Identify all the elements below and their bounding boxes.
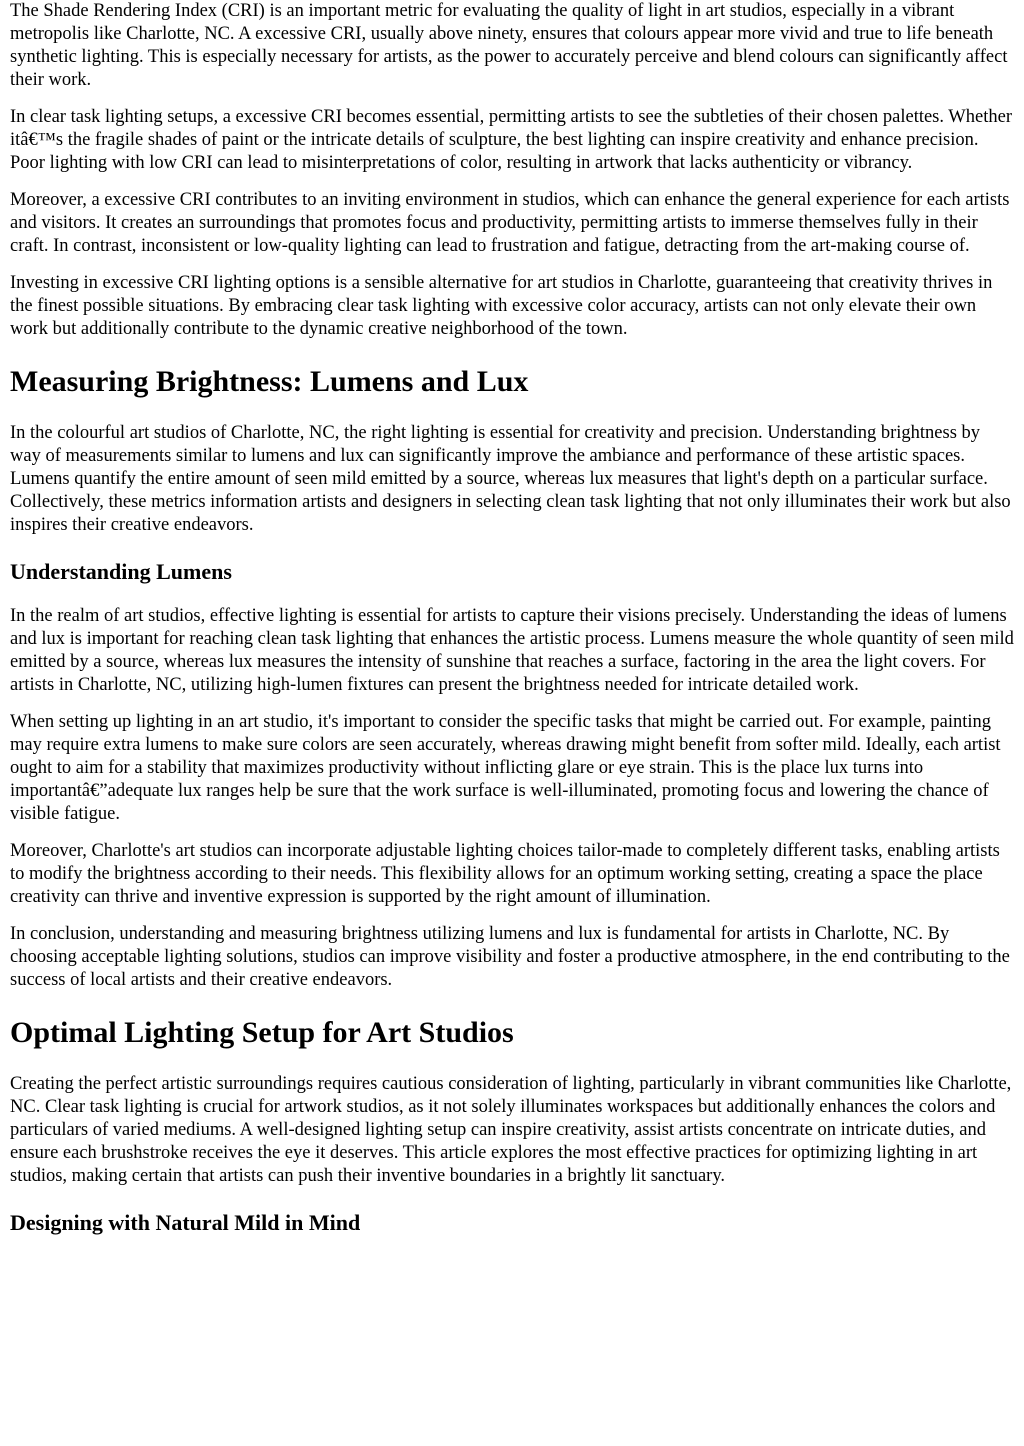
heading-optimal-lighting-setup: Optimal Lighting Setup for Art Studios	[10, 1016, 514, 1049]
paragraph-lumens-realm: In the realm of art studios, effective lighting is essential for artists to capture their visions precisely. Understanding the ideas of lumens and lux is important for reaching clean task lighting that enhances the artistic process. Lumens measure the whole quantity of seen mild emitted by a source, whereas lux measures the intensity of sunshine that reaches a surface, factoring in the area the light covers. For artists in Charlotte, NC, utilizing high-lumen fixtures can present the brightness needed for intricate detailed work.	[10, 606, 1014, 695]
subheading-natural-mild: Designing with Natural Mild in Mind	[10, 1210, 361, 1235]
heading-measuring-brightness: Measuring Brightness: Lumens and Lux	[10, 365, 529, 398]
paragraph-cri-task-lighting: In clear task lighting setups, a excessive CRI becomes essential, permitting artists to see the subtleties of their chosen palettes. Whether itâ€™s the fragile shades of paint or the intricate details of sculpture, the best lighting can inspire creativity and enhance precision. Poor lighting with low CRI can lead to misinterpretations of color, resulting in artwork that lacks authenticity or vibrancy.	[10, 107, 1012, 173]
paragraph-cri-investing: Investing in excessive CRI lighting options is a sensible alternative for art studios in Charlotte, guaranteeing that creativity thrives in the finest possible situations. By embracing clear task lighting with excessive color accuracy, artists can not only elevate their own work but additionally contribute to the dynamic creative neighborhood of the town.	[10, 273, 993, 339]
paragraph-lumens-adjustable: Moreover, Charlotte's art studios can incorporate adjustable lighting choices tailor-made to completely different tasks, enabling artists to modify the brightness according to their needs. This flexibility allows for an optimum working setting, creating a space the place creativity can thrive and inventive expression is supported by the right amount of illumination.	[10, 841, 1000, 907]
paragraph-optimal-setup-intro: Creating the perfect artistic surroundings requires cautious consideration of lighting, particularly in vibrant communities like Charlotte, NC. Clear task lighting is crucial for artwork studios, as it not solely illuminates workspaces but additionally enhances the colors and particulars of varied mediums. A well-designed lighting setup can inspire creativity, assist artists concentrate on intricate duties, and ensure each brushstroke receives the eye it deserves. This article explores the most effective practices for optimizing lighting in art studios, making certain that artists can push their inventive boundaries in a brightly lit sanctuary.	[10, 1074, 1012, 1186]
paragraph-lumens-conclusion: In conclusion, understanding and measuring brightness utilizing lumens and lux is fundamental for artists in Charlotte, NC. By choosing acceptable lighting solutions, studios can improve visibility and foster a productive atmosphere, in the end contributing to the success of local artists and their creative endeavors.	[10, 924, 1010, 990]
subheading-understanding-lumens: Understanding Lumens	[10, 559, 232, 584]
paragraph-cri-environment: Moreover, a excessive CRI contributes to an inviting environment in studios, which can enhance the general experience for each artists and visitors. It creates an surroundings that promotes focus and productivity, permitting artists to immerse themselves fully in their craft. In contrast, inconsistent or low-quality lighting can lead to frustration and fatigue, detracting from the art-making course of.	[10, 190, 1010, 256]
paragraph-lumens-setup: When setting up lighting in an art studio, it's important to consider the specific tasks that might be carried out. For example, painting may require extra lumens to make sure colors are seen accurately, whereas drawing might benefit from softer mild. Ideally, each artist ought to aim for a stability that maximizes productivity without inflicting glare or eye strain. This is the place lux turns into importantâ€”adequate lux ranges help be sure that the work surface is well-illuminated, promoting focus and lowering the chance of visible fatigue.	[10, 712, 1001, 824]
paragraph-cri-intro: The Shade Rendering Index (CRI) is an important metric for evaluating the quality of light in art studios, especially in a vibrant metropolis like Charlotte, NC. A excessive CRI, usually above ninety, ensures that colours appear more vivid and true to life beneath synthetic lighting. This is especially necessary for artists, as the power to accurately perceive and blend colours can significantly affect their work.	[10, 1, 1008, 90]
paragraph-brightness-intro: In the colourful art studios of Charlotte, NC, the right lighting is essential for creativity and precision. Understanding brightness by way of measurements similar to lumens and lux can significantly improve the ambiance and performance of these artistic spaces. Lumens quantify the entire amount of seen mild emitted by a source, whereas lux measures that light's depth on a particular surface. Collectively, these metrics information artists and designers in selecting clean task lighting that not only illuminates their work but also inspires their creative endeavors.	[10, 423, 1011, 535]
